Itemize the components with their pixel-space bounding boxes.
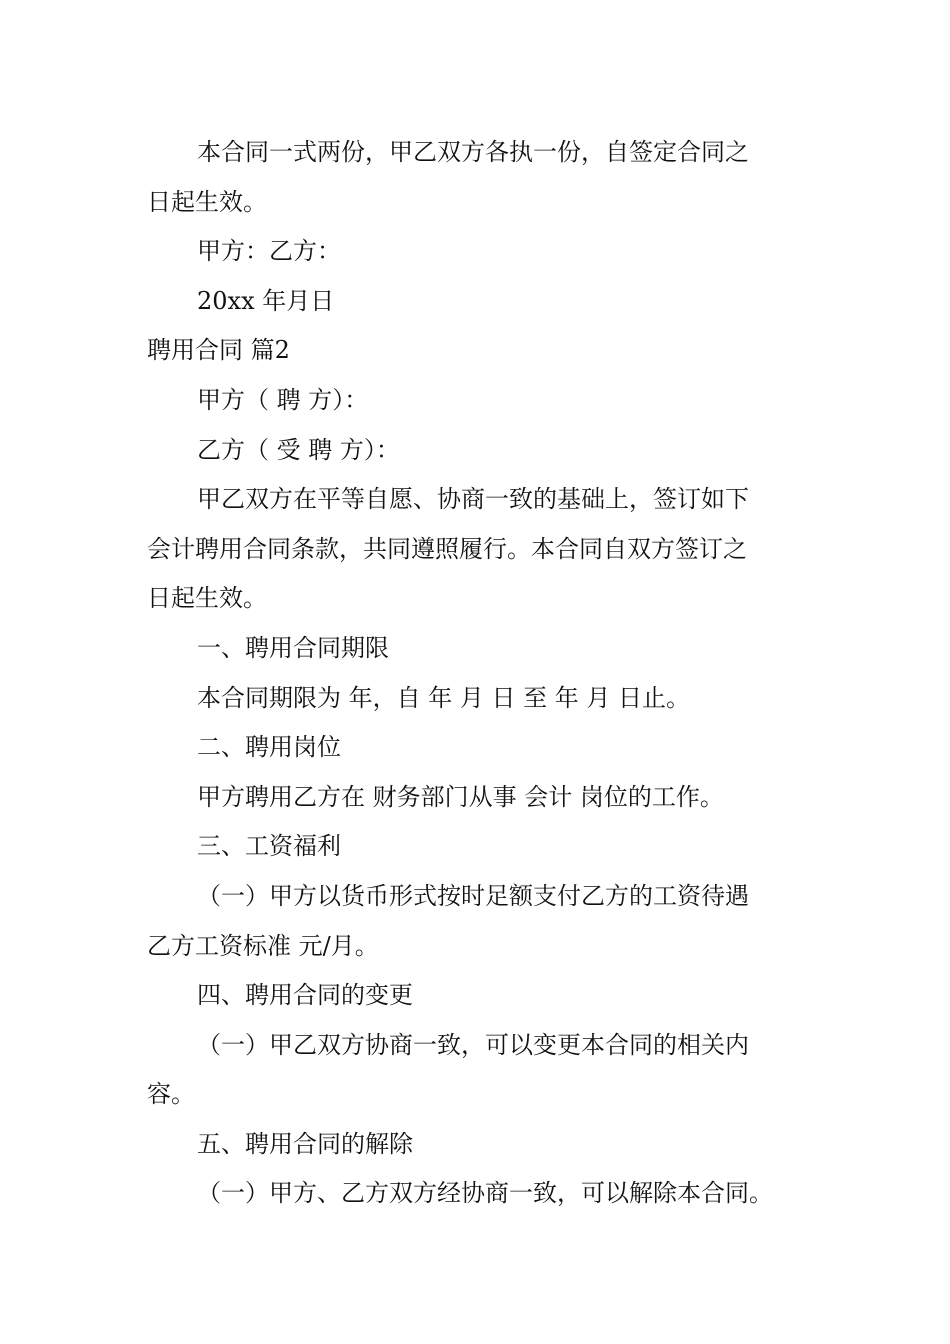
party-a-line: 甲方（ 聘 方）： xyxy=(197,385,369,414)
paragraph-line: 会计聘用合同条款，共同遵照履行。本合同自双方签订之 xyxy=(147,534,747,563)
clause-heading: 一、聘用合同期限 xyxy=(197,633,389,662)
paragraph-line: 本合同一式两份，甲乙双方各执一份，自签定合同之 xyxy=(197,138,749,166)
paragraph-line: 甲方聘用乙方在 财务部门从事 会计 岗位的工作。 xyxy=(197,782,724,811)
signature-parties-line: 甲方：乙方： xyxy=(197,237,341,266)
date-line: 20xx 年月日 xyxy=(197,286,335,315)
clause-heading: 五、聘用合同的解除 xyxy=(197,1129,413,1158)
paragraph-line: 乙方工资标准 元/月。 xyxy=(147,931,379,960)
paragraph-line: 甲乙双方在平等自愿、协商一致的基础上，签订如下 xyxy=(197,485,749,514)
clause-heading: 四、聘用合同的变更 xyxy=(197,981,413,1010)
paragraph-line: （一）甲方以货币形式按时足额支付乙方的工资待遇 xyxy=(197,881,749,910)
document-body xyxy=(147,128,807,1219)
party-b-line: 乙方（ 受 聘 方）： xyxy=(197,435,400,464)
paragraph-line: （一）甲乙双方协商一致，可以变更本合同的相关内 xyxy=(197,1030,749,1059)
paragraph-line: （一）甲方、乙方双方经协商一致，可以解除本合同。 xyxy=(197,1179,773,1208)
paragraph-line: 本合同期限为 年，自 年 月 日 至 年 月 日止。 xyxy=(197,683,691,712)
clause-heading: 二、聘用岗位 xyxy=(197,733,341,762)
paragraph-line: 日起生效。 xyxy=(147,584,267,613)
paragraph-line: 日起生效。 xyxy=(147,187,267,216)
paragraph-line: 容。 xyxy=(147,1080,195,1109)
section-title: 聘用合同 篇2 xyxy=(147,336,290,365)
clause-heading: 三、工资福利 xyxy=(197,832,341,861)
